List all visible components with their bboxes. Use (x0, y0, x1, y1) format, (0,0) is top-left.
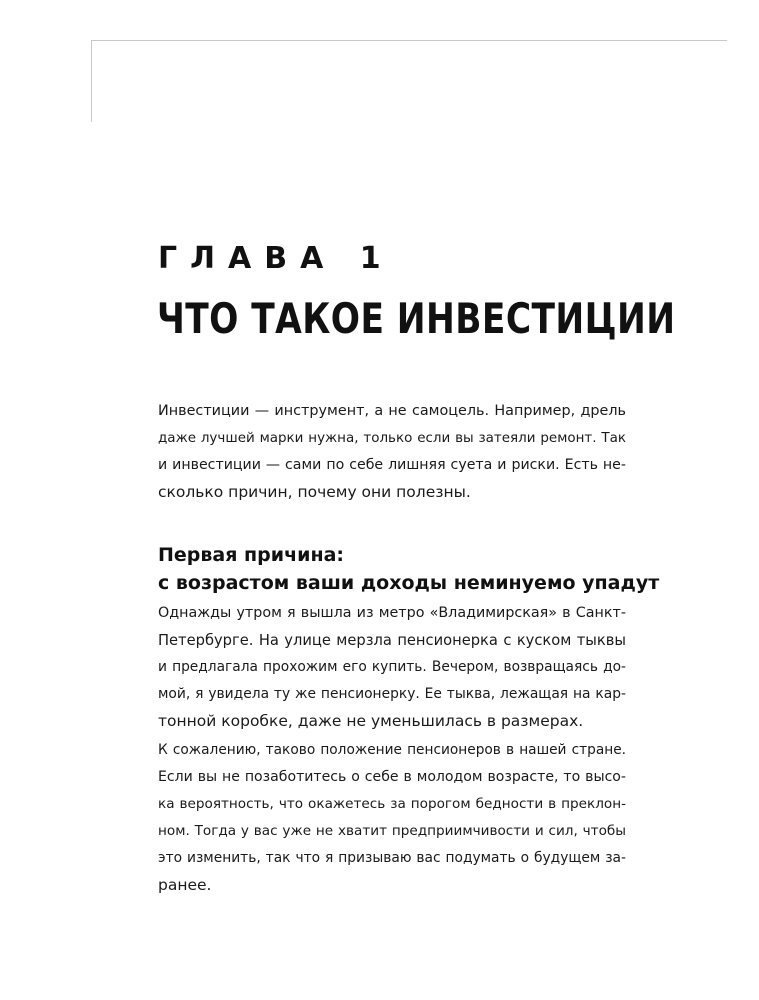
paragraph-line: и предлагала прохожим его купить. Вечером, возвращаясь до- (158, 659, 626, 675)
intro-line: сколько причин, почему они полезны. (158, 483, 471, 501)
section-heading-line: с возрастом ваши доходы неминуемо упадут (158, 572, 660, 594)
paragraph-line: ранее. (158, 876, 212, 894)
paragraph-line: Если вы не позаботитесь о себе в молодом возрасте, то высо- (158, 769, 626, 785)
paragraph-line: мой, я увидела ту же пенсионерку. Ее тыква, лежащая на кар- (158, 686, 626, 702)
body-paragraph (158, 600, 626, 735)
paragraph-line: это изменить, так что я призываю вас подумать о будущем за- (158, 850, 626, 866)
chapter-label: ГЛАВА 1 (158, 241, 394, 276)
paragraph-line: Однажды утром я вышла из метро «Владимирская» в Санкт- (158, 605, 626, 621)
section-heading (158, 541, 660, 597)
page-border-top (91, 40, 727, 41)
chapter-title: ЧТО ТАКОЕ ИНВЕСТИЦИИ (157, 294, 676, 343)
intro-line: Инвестиции — инструмент, а не самоцель. Например, дрель (158, 403, 626, 419)
intro-paragraph (158, 398, 626, 506)
page-border-left (91, 40, 92, 122)
intro-line: даже лучшей марки нужна, только если вы затеяли ремонт. Так (158, 430, 626, 446)
paragraph-line: ка вероятность, что окажетесь за порогом бедности в преклон- (158, 796, 626, 812)
intro-line: и инвестиции — сами по себе лишняя суета и риски. Есть не- (158, 457, 626, 473)
body-paragraph (158, 737, 626, 899)
paragraph-line: К сожалению, таково положение пенсионеров в нашей стране. (158, 742, 626, 758)
paragraph-line: тонной коробке, даже не уменьшилась в размерах. (158, 712, 584, 730)
paragraph-line: ном. Тогда у вас уже не хватит предприимчивости и сил, чтобы (158, 823, 626, 839)
paragraph-line: Петербурге. На улице мерзла пенсионерка с куском тыквы (158, 632, 626, 649)
section-heading-line: Первая причина: (158, 544, 344, 566)
